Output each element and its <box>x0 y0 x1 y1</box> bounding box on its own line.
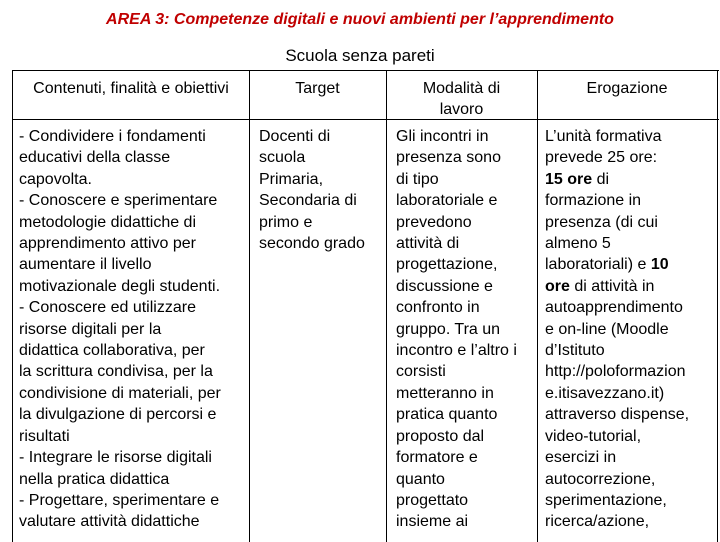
target-line: secondo grado <box>259 235 365 253</box>
modalita-line: Gli incontri in <box>396 128 489 145</box>
erogazione-line: attraverso dispense, <box>545 406 690 424</box>
contenuti-line: risultati <box>19 427 70 445</box>
erogazione-line: almeno 5 <box>545 235 611 253</box>
course-table <box>12 70 719 542</box>
contenuti-line: - Condividere i fondamenti <box>19 128 206 145</box>
modalita-line: incontro e l’altro i <box>396 342 517 360</box>
erogazione-line: 15 ore di <box>545 170 610 188</box>
hours-presence: 15 ore <box>545 170 593 188</box>
column-divider-3 <box>537 71 538 542</box>
contenuti-line: valutare attività didattiche <box>19 513 200 531</box>
erogazione-line: L’unità formativa <box>545 128 662 145</box>
erogazione-line: presenza (di cui <box>545 213 658 231</box>
modalita-line: progettato <box>396 491 469 509</box>
area-title-suffix: : Competenze digitali e nuovi ambienti per l’apprendimento <box>164 11 614 28</box>
table-subtitle: Scuola senza pareti <box>285 46 435 65</box>
header-contenuti <box>13 78 249 99</box>
column-divider-right <box>717 71 718 542</box>
erogazione-line: e on-line (Moodle <box>545 320 669 338</box>
modalita-line: presenza sono <box>396 149 501 167</box>
modalita-cell <box>396 126 517 533</box>
contenuti-line: - Progettare, sperimentare e <box>19 491 220 509</box>
erogazione-line: sperimentazione, <box>545 491 667 509</box>
modalita-line: di tipo <box>396 170 439 188</box>
contenuti-line: aumentare il livello <box>19 256 152 274</box>
header-modalita-line2: lavoro <box>439 101 484 118</box>
contenuti-line: - Integrare le risorse digitali <box>19 449 212 467</box>
modalita-line: proposto dal <box>396 427 485 445</box>
modalita-line: confronto in <box>396 299 480 317</box>
erogazione-line: video-tutorial, <box>545 427 642 445</box>
hours-online-number: 10 <box>650 256 669 274</box>
modalita-line: discussione e <box>396 277 493 295</box>
modalita-line: insieme ai <box>396 513 469 531</box>
header-contenuti-label: Contenuti, finalità e obiettivi <box>33 80 229 97</box>
erogazione-line: esercizi in <box>545 449 617 467</box>
contenuti-line: - Conoscere e sperimentare <box>19 192 218 210</box>
header-erogazione <box>537 78 717 99</box>
header-target-label: Target <box>295 80 340 97</box>
contenuti-line: risorse digitali per la <box>19 320 162 338</box>
erogazione-cell <box>545 126 689 533</box>
contenuti-line: apprendimento attivo per <box>19 235 196 253</box>
contenuti-line: - Conoscere ed utilizzare <box>19 299 196 317</box>
header-target <box>249 78 386 99</box>
modalita-line: pratica quanto <box>396 406 498 424</box>
modalita-line: attività di <box>396 235 460 253</box>
contenuti-line: nella pratica didattica <box>19 470 170 488</box>
contenuti-line: capovolta. <box>19 170 92 188</box>
contenuti-line: educativi della classe <box>19 149 171 167</box>
target-line: scuola <box>259 149 306 167</box>
area-title <box>0 11 720 29</box>
erogazione-line: laboratoriali) e 10 <box>545 256 669 274</box>
erogazione-line: formazione in <box>545 192 642 210</box>
erogazione-line: ore di attività in <box>545 277 655 295</box>
modalita-line: formatore e <box>396 449 478 467</box>
header-erogazione-label: Erogazione <box>586 80 668 97</box>
modalita-line: metteranno in <box>396 384 494 402</box>
contenuti-line: didattica collaborativa, per <box>19 342 205 360</box>
modalita-line: gruppo. Tra un <box>396 320 501 338</box>
contenuti-line: condivisione di materiali, per <box>19 384 221 402</box>
contenuti-cell <box>19 126 221 533</box>
header-modalita <box>386 78 537 120</box>
target-line: primo e <box>259 213 313 231</box>
contenuti-line: la divulgazione di percorsi e <box>19 406 217 424</box>
header-row-divider <box>13 119 719 120</box>
modalita-line: prevedono <box>396 213 472 231</box>
hours-online-unit: ore <box>545 277 570 295</box>
target-cell <box>259 126 365 254</box>
target-line: Secondaria di <box>259 192 357 210</box>
erogazione-line: ricerca/azione, <box>545 513 650 531</box>
contenuti-line: motivazionale degli studenti. <box>19 277 221 295</box>
column-divider-2 <box>386 71 387 542</box>
modalita-line: quanto <box>396 470 445 488</box>
column-divider-1 <box>249 71 250 542</box>
contenuti-line: metodologie didattiche di <box>19 213 197 231</box>
erogazione-line: d’Istituto <box>545 342 605 360</box>
target-line: Primaria, <box>259 170 324 188</box>
moodle-url-line2: e.itisavezzano.it) <box>545 384 665 402</box>
erogazione-line: prevede 25 ore: <box>545 149 658 167</box>
header-modalita-line1: Modalità di <box>422 80 501 97</box>
moodle-url-line1: http://poloformazion <box>545 363 686 381</box>
area-title-prefix: AREA 3 <box>106 11 165 28</box>
modalita-line: laboratoriale e <box>396 192 498 210</box>
modalita-line: corsisti <box>396 363 446 381</box>
erogazione-line: autocorrezione, <box>545 470 656 488</box>
target-line: Docenti di <box>259 128 331 145</box>
modalita-line: progettazione, <box>396 256 498 274</box>
contenuti-line: la scrittura condivisa, per la <box>19 363 213 381</box>
erogazione-line: autoapprendimento <box>545 299 683 317</box>
